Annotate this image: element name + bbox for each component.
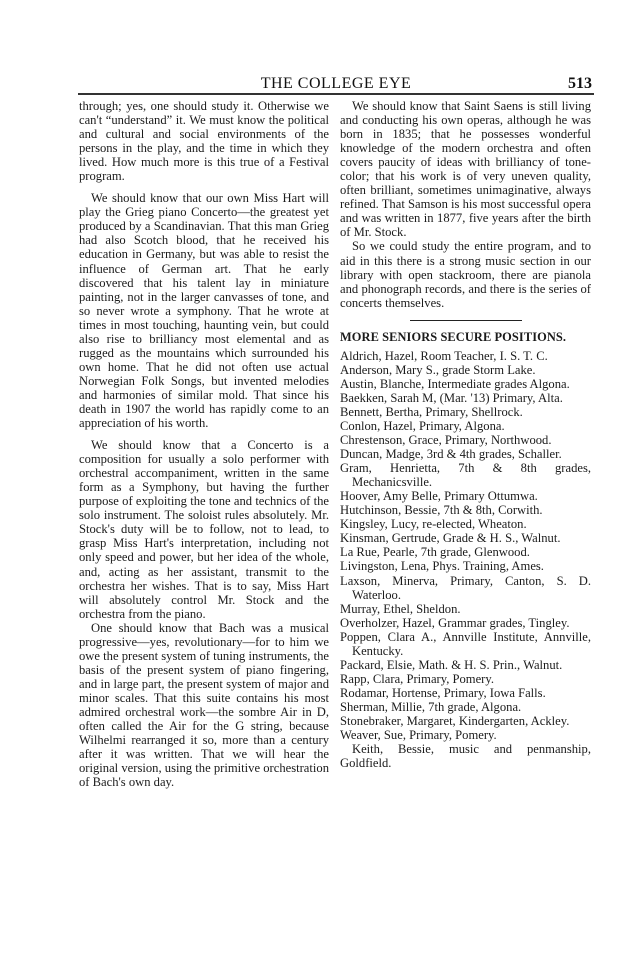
- list-item: Weaver, Sue, Primary, Pomery.: [340, 728, 497, 743]
- list-item: Duncan, Madge, 3rd & 4th grades, Schaller.: [340, 447, 562, 462]
- list-item: Overholzer, Hazel, Grammar grades, Tingley.: [340, 615, 570, 630]
- list-item: Conlon, Hazel, Primary, Algona.: [340, 418, 505, 433]
- list-item: Chrestenson, Grace, Primary, Northwood.: [340, 433, 552, 448]
- paragraph-grieg: We should know that our own Miss Hart will play the Grieg piano Concerto—the greatest yet produced by a Scandinavian. That this man Grieg had also Scotch blood, that he received his education in Germany, but was able to resist the influence of German art. That he early discovered that his talent lay in miniature painting, not in the larger canvasses of tone, and so never wrote a symphony. That he wrote at times in most touching, haunting vein, but could also rise to brilliancy most elemental and as rugged as the mountains which surrounded his own home. That he did not often use actual Norwegian Folk Songs, but invented melodies and harmonies of similar mold. That since his death in 1907 the world has rapidly come to an appreciation of his worth.: [79, 191, 329, 431]
- list-item: Bennett, Bertha, Primary, Shellrock.: [340, 404, 523, 419]
- section-divider: [410, 320, 522, 321]
- list-item: Hutchinson, Bessie, 7th & 8th, Corwith.: [340, 503, 543, 518]
- list-item: Baekken, Sarah M, (Mar. '13) Primary, Alta.: [340, 390, 563, 405]
- right-column: [340, 99, 591, 770]
- positions-list: [340, 349, 591, 770]
- section-heading: MORE SENIORS SECURE POSITIONS.: [340, 329, 567, 344]
- list-item: La Rue, Pearle, 7th grade, Glenwood.: [340, 545, 530, 560]
- left-column: [79, 99, 329, 789]
- list-item: Poppen, Clara A., Annville Institute, Annville, Kentucky.: [340, 629, 591, 658]
- paragraph-continuation: through; yes, one should study it. Otherwise we can't “understand” it. We must know the political and cultural and social environments of the persons in the play, and the time in which they lived. How much more is this true of a Festival program.: [79, 99, 329, 184]
- list-item: Gram, Henrietta, 7th & 8th grades, Mechanicsville.: [340, 461, 591, 490]
- header-rule: [78, 93, 594, 95]
- list-item: Rapp, Clara, Primary, Pomery.: [340, 671, 495, 686]
- list-item: Austin, Blanche, Intermediate grades Algona.: [340, 376, 570, 391]
- list-item: Kingsley, Lucy, re-elected, Wheaton.: [340, 517, 527, 532]
- running-head: [78, 73, 594, 95]
- list-item: Rodamar, Hortense, Primary, Iowa Falls.: [340, 685, 546, 700]
- list-item: Aldrich, Hazel, Room Teacher, I. S. T. C.: [340, 348, 548, 363]
- paragraph-bach: One should know that Bach was a musical progressive—yes, revolutionary—for to him we owe the present system of tuning instruments, the basis of the present system of piano fingering, and in large part, the present system of major and minor scales. That this suite contains his most admired orchestral work—the sombre Air in D, often called the Air for the G string, because Wilhelmi rearranged it so, more than a century after it was written. That we will hear the original version, using the primitive orchestration of Bach's own day.: [79, 620, 329, 790]
- list-item: Packard, Elsie, Math. & H. S. Prin., Walnut.: [340, 657, 563, 672]
- list-item: Hoover, Amy Belle, Primary Ottumwa.: [340, 489, 538, 504]
- list-item: Murray, Ethel, Sheldon.: [340, 601, 461, 616]
- paragraph-saint-saens: We should know that Saint Saens is still living and conducting his own operas, although he was born in 1835; that he possesses wonderful knowledge of the modern orchestra and often covers paucity of ideas with brilliancy of tone-color; that his work is of very uneven quality, often brilliant, sometimes unimaginative, always refined. That Samson is his most successful opera and was written in 1877, five years after the birth of Mr. Stock.: [340, 99, 591, 240]
- list-item: Stonebraker, Margaret, Kindergarten, Ackley.: [340, 713, 570, 728]
- list-item: Anderson, Mary S., grade Storm Lake.: [340, 362, 536, 377]
- list-item: Livingston, Lena, Phys. Training, Ames.: [340, 559, 544, 574]
- list-item: Keith, Bessie, music and penmanship, Goldfield.: [340, 742, 591, 771]
- list-item: Laxson, Minerva, Primary, Canton, S. D. Waterloo.: [340, 573, 591, 602]
- publication-title: THE COLLEGE EYE: [260, 75, 412, 92]
- list-item: Kinsman, Gertrude, Grade & H. S., Walnut.: [340, 531, 561, 546]
- page-number: 513: [568, 75, 592, 92]
- list-item: Sherman, Millie, 7th grade, Algona.: [340, 699, 522, 714]
- paragraph-program-study: So we could study the entire program, and to aid in this there is a strong music section in our library with open stackroom, there are pianola and phonograph records, and there is the series of concerts themselves.: [340, 239, 591, 310]
- paragraph-concerto: We should know that a Concerto is a composition for usually a solo performer with orchestral accompaniment, written in the same form as a Symphony, but having the further purpose of exploiting the tone and technics of the solo instrument. The soloist rules absolutely. Mr. Stock's duty will be to follow, not to lead, to grasp Miss Hart's interpretation, including not only speed and power, but her idea of the whole, and, acting as her assistant, transmit to the orchestra her wishes. That is to say, Miss Hart will absolutely control Mr. Stock and the orchestra from the piano.: [79, 438, 329, 621]
